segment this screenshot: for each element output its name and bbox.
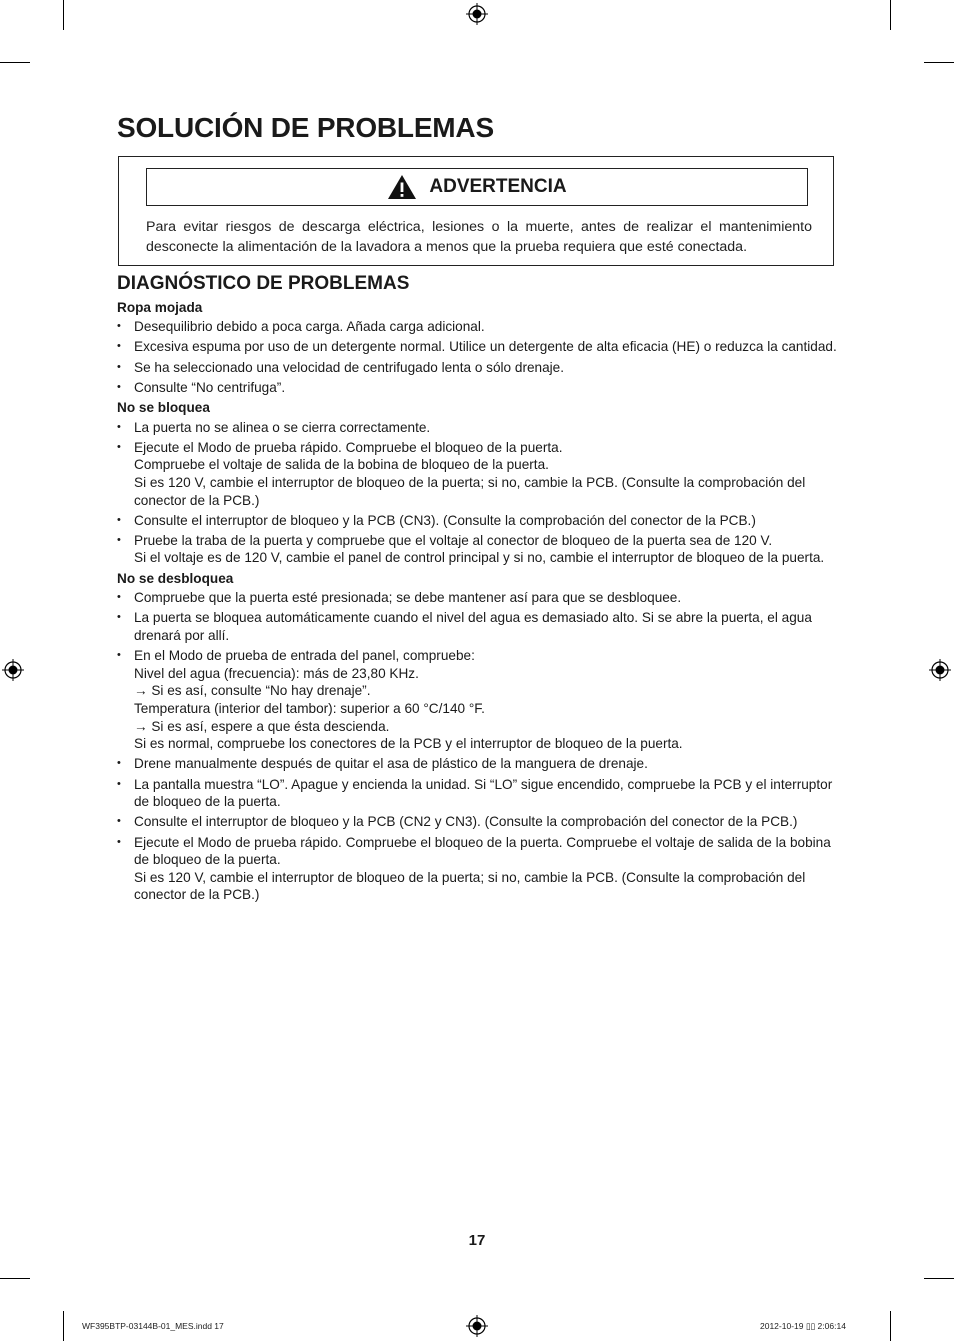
problem-heading: No se bloquea — [117, 399, 210, 415]
registration-mark-icon — [466, 1315, 488, 1337]
list-item — [117, 379, 837, 397]
list-item — [117, 647, 837, 753]
list-item-line: Si es normal, compruebe los conectores de la PCB y el interruptor de bloqueo de la puerta. — [134, 736, 683, 752]
list-item — [117, 755, 837, 773]
warning-text: Para evitar riesgos de descarga eléctrica, lesiones o la muerte, antes de realizar el mantenimiento desconecte la alimentación de la lavadora a menos que la prueba requiera que esté conectada. — [146, 219, 812, 255]
section-title: DIAGNÓSTICO DE PROBLEMAS — [117, 273, 410, 294]
page-number: 17 — [468, 1232, 486, 1249]
list-item-line: → Si es así, consulte “No hay drenaje”. — [134, 683, 371, 699]
list-item-line: • Pruebe la traba de la puerta y compruebe que el voltaje al conector de bloqueo de la puerta sea de 120 V. — [134, 532, 773, 548]
page-title: SOLUCIÓN DE PROBLEMAS — [117, 112, 494, 143]
warning-triangle-icon — [387, 174, 417, 200]
list-item-line: • Ejecute el Modo de prueba rápido. Compruebe el bloqueo de la puerta. — [134, 439, 563, 455]
crop-mark — [890, 1311, 891, 1341]
list-item-line: Si es 120 V, cambie el interruptor de bloqueo de la puerta; si no, cambie la PCB. (Consulte la comprobación del conector de la PCB.) — [134, 869, 806, 903]
list-item — [117, 776, 837, 811]
list-item — [117, 419, 837, 437]
crop-mark — [63, 0, 64, 30]
crop-mark — [924, 62, 954, 63]
registration-mark-icon — [929, 659, 951, 681]
warning-box — [118, 156, 834, 266]
list-item-line: Compruebe el voltaje de salida de la bobina de bloqueo de la puerta. — [134, 457, 549, 473]
crop-mark — [890, 0, 891, 30]
list-item-line: • En el Modo de prueba de entrada del panel, compruebe: — [134, 648, 475, 664]
registration-mark-icon — [2, 659, 24, 681]
list-item-line: Temperatura (interior del tambor): superior a 60 °C/140 °F. — [134, 701, 485, 716]
list-item — [117, 532, 837, 567]
list-item-line: • La puerta no se alinea o se cierra correctamente. — [134, 419, 431, 435]
list-item-line: • Ejecute el Modo de prueba rápido. Compruebe el bloqueo de la puerta. Compruebe el voltaje de salida de la bobina de bloqueo de la puerta. — [134, 834, 831, 868]
problem-heading: Ropa mojada — [117, 299, 203, 315]
footer-file-info: WF395BTP-03144B-01_MES.indd 17 — [82, 1321, 224, 1331]
crop-mark — [0, 62, 30, 63]
footer-timestamp: 2012-10-19 ▯▯ 2:06:14 — [760, 1321, 846, 1331]
problem-groups — [117, 299, 837, 904]
crop-mark — [0, 1278, 30, 1279]
list-item — [117, 589, 837, 607]
list-item-line: • Desequilibrio debido a poca carga. Añada carga adicional. — [134, 319, 485, 335]
problem-list — [117, 318, 837, 396]
list-item-line: Si es 120 V, cambie el interruptor de bloqueo de la puerta; si no, cambie la PCB. (Consulte la comprobación del conector de la PCB.) — [134, 474, 806, 508]
problem-heading: No se desbloquea — [117, 570, 234, 586]
list-item — [117, 512, 837, 530]
list-item — [117, 813, 837, 831]
list-item-line: • La puerta se bloquea automáticamente cuando el nivel del agua es demasiado alto. Si se abre la puerta, el agua drenará por allí. — [134, 610, 812, 644]
problem-list — [117, 419, 837, 568]
list-item-line: • La pantalla muestra “LO”. Apague y encienda la unidad. Si “LO” sigue encendido, compruebe la PCB y el interruptor de bloqueo de la puerta. — [134, 776, 833, 810]
list-item — [117, 318, 837, 336]
list-item — [117, 834, 837, 904]
registration-mark-icon — [466, 3, 488, 25]
list-item-line: • Se ha seleccionado una velocidad de centrifugado lenta o sólo drenaje. — [134, 359, 565, 375]
list-item-line: Nivel del agua (frecuencia): más de 23,80 KHz. — [134, 665, 419, 681]
list-item-line: • Compruebe que la puerta esté presionada; se debe mantener así para que se desbloquee. — [134, 590, 682, 606]
warning-header — [146, 168, 808, 206]
warning-title: ADVERTENCIA — [429, 176, 567, 197]
list-item — [117, 439, 837, 509]
list-item-line: Si el voltaje es de 120 V, cambie el panel de control principal y si no, cambie el interruptor de bloqueo de la puerta. — [134, 550, 825, 566]
list-item-line: • Excesiva espuma por uso de un detergente normal. Utilice un detergente de alta eficacia (HE) o reduzca la cantidad. — [134, 339, 837, 355]
list-item-line: • Consulte el interruptor de bloqueo y la PCB (CN3). (Consulte la comprobación del conector de la PCB.) — [134, 512, 756, 528]
crop-mark — [63, 1311, 64, 1341]
list-item — [117, 359, 837, 377]
list-item-line: • Drene manualmente después de quitar el asa de plástico de la manguera de drenaje. — [134, 756, 648, 772]
problem-list — [117, 589, 837, 904]
list-item — [117, 338, 837, 356]
diagnosis-section — [117, 275, 837, 907]
list-item — [117, 609, 837, 644]
list-item-line: • Consulte el interruptor de bloqueo y la PCB (CN2 y CN3). (Consulte la comprobación del conector de la PCB.) — [134, 814, 798, 830]
list-item-line: → Si es así, espere a que ésta descienda. — [134, 718, 390, 734]
crop-mark — [924, 1278, 954, 1279]
list-item-line: • Consulte “No centrifuga”. — [134, 379, 286, 395]
